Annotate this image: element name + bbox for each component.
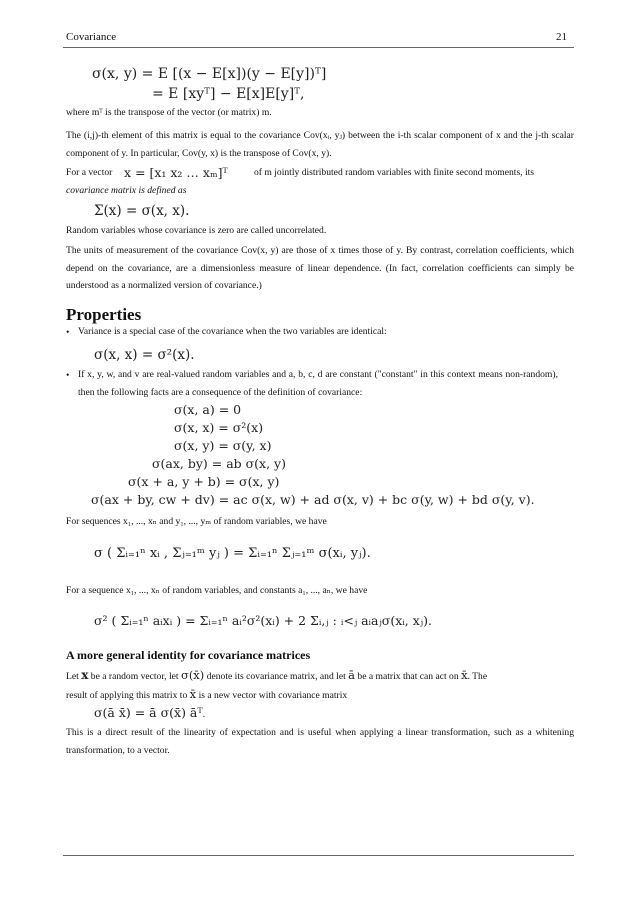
- apply-text: result of applying this matrix to: [66, 690, 188, 701]
- variance-equation: σ(x, x) = σ²(x).: [94, 347, 195, 363]
- let-text: Let: [66, 671, 79, 682]
- paragraph-random-vector: [66, 667, 487, 686]
- vector-x-formula: x = [x₁ x₂ … xₘ]ᵀ: [124, 165, 228, 180]
- fact-6: σ(ax + by, cw + dv) = ac σ(x, w) + ad σ(x, v) + bc σ(y, w) + bd σ(y, v).: [91, 492, 535, 507]
- bullet-constants: If x, y, w, and v are real-valued random variables and a, b, c, d are constant ("constant" in this context means non-random), then the following facts are a consequence of the definition of covariance:: [78, 369, 558, 398]
- matrix-act-text: be a matrix that can act on: [357, 671, 459, 682]
- covariance-matrix-text: denote its covariance matrix, and let: [206, 671, 346, 682]
- properties-heading: Properties: [66, 305, 142, 324]
- paragraph-constants-sequence: For a sequence x₁, ..., xₙ of random variables, and constants a₁, ..., aₙ, we have: [66, 585, 368, 596]
- random-vector-text: be a random vector, let: [90, 671, 179, 682]
- paragraph-units: The units of measurement of the covariance Cov(x, y) are those of x times those of y. By contrast, correlation coefficients, which depend on the covariance, are a dimensionless measure of linear dependence. (In fact, correlation coefficients can simply be understood as a normalized version of covariance.): [66, 245, 574, 291]
- paragraph-sequences: For sequences x₁, ..., xₙ and y₁, ..., yₘ of random variables, we have: [66, 516, 327, 527]
- weighted-variance-equation: σ² ( Σᵢ₌₁ⁿ aᵢxᵢ ) = Σᵢ₌₁ⁿ aᵢ²σ²(xᵢ) + 2 Σᵢ,ⱼ : ᵢ<ⱼ aᵢaⱼσ(xᵢ, xⱼ).: [94, 613, 432, 628]
- bullet-marker-1: •: [66, 327, 70, 338]
- sigma-matrix-equation: Σ(x) = σ(x, x).: [94, 203, 190, 219]
- footer-rule: [63, 855, 574, 856]
- fact-4: σ(ax, by) = ab σ(x, y): [152, 456, 286, 471]
- fact-3: σ(x, y) = σ(y, x): [174, 438, 272, 453]
- x-bar-symbol-2: x̄: [189, 687, 197, 701]
- bullet-marker-2: •: [66, 370, 70, 381]
- x-vector-symbol: x: [81, 668, 89, 682]
- paragraph-linearity: This is a direct result of the linearity of expectation and is useful when applying a linear transformation, such as a whitening transformation, to a vector.: [66, 727, 574, 756]
- bullet-variance: Variance is a special case of the covariance when the two variables are identical:: [78, 326, 387, 337]
- covariance-equation-line1: σ(x, y) = E [(x − E[x])(y − E[y])ᵀ]: [92, 66, 327, 82]
- new-vector-text: is a new vector with covariance matrix: [198, 690, 348, 701]
- fact-5: σ(x + a, y + b) = σ(x, y): [128, 474, 280, 489]
- sigma-x-bar-symbol: σ(x̄): [180, 668, 205, 682]
- vector-text-c: covariance matrix is defined as: [66, 185, 187, 196]
- vector-text-a: For a vector: [66, 167, 113, 178]
- fact-2: σ(x, x) = σ²(x): [174, 420, 264, 435]
- fact-1: σ(x, a) = 0: [174, 402, 242, 417]
- paragraph-ij-element: The (i,j)-th element of this matrix is equal to the covariance Cov(xᵢ, yⱼ) between the i-th scalar component of x and the j-th scalar component of y. In particular, Cov(y, x) is the transpose of Cov(x, y).: [66, 130, 574, 159]
- vector-text-b: of m jointly distributed random variables with finite second moments, its: [254, 167, 535, 178]
- a-bar-symbol: ā: [348, 668, 356, 682]
- general-identity-heading: A more general identity for covariance matrices: [66, 648, 311, 662]
- header-rule: [63, 47, 574, 48]
- paragraph-uncorrelated: Random variables whose covariance is zero are called uncorrelated.: [66, 225, 327, 236]
- running-header-title: Covariance: [66, 31, 117, 43]
- paragraph-apply-matrix: [66, 686, 347, 705]
- x-bar-symbol: x̄: [461, 668, 468, 682]
- covariance-equation-line2: = E [xyᵀ] − E[x]E[y]ᵀ,: [152, 86, 305, 102]
- general-identity-formula: σ(ā x̄) = ā σ(x̄) āᵀ: [94, 705, 203, 720]
- paragraph-transpose: where mᵀ is the transpose of the vector (or matrix) m.: [66, 107, 272, 118]
- paragraph-vector-intro: [66, 164, 112, 182]
- the-text: . The: [467, 671, 488, 682]
- sum-covariance-equation: σ ( Σᵢ₌₁ⁿ xᵢ , Σⱼ₌₁ᵐ yⱼ ) = Σᵢ₌₁ⁿ Σⱼ₌₁ᵐ σ(xᵢ, yⱼ).: [94, 546, 371, 561]
- general-identity-period: .: [202, 709, 206, 720]
- general-identity-equation: [94, 705, 205, 720]
- page-number: 21: [556, 31, 567, 43]
